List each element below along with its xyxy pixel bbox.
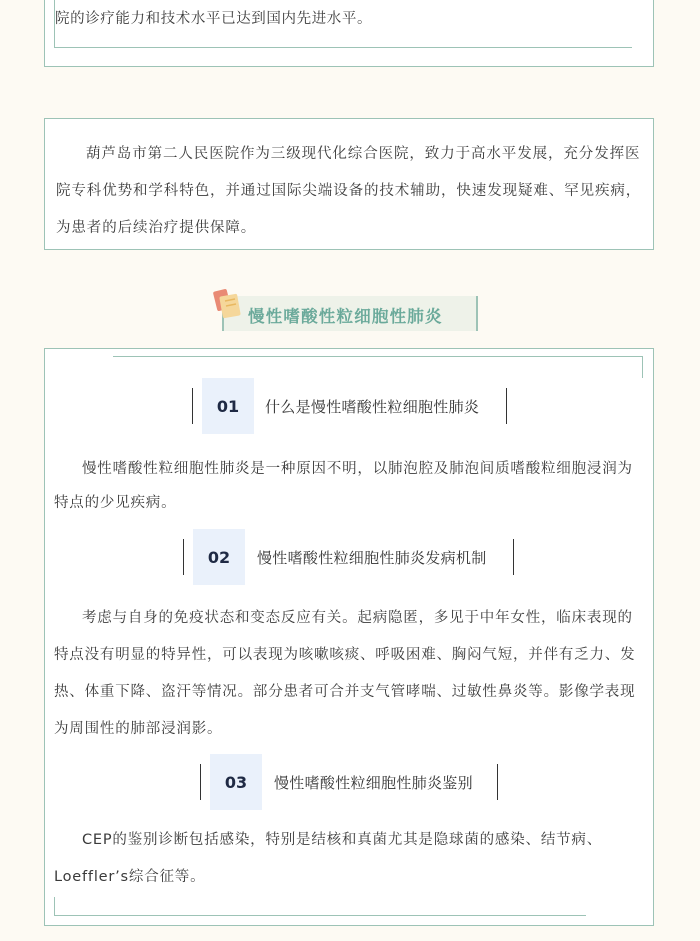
intro-paragraph-text: 葫芦岛市第二人民医院作为三级现代化综合医院，致力于高水平发展，充分发挥医院专科优势和学科特色，并通过国际尖端设备的技术辅助，快速发现疑难、罕见疾病，为患者的后续治疗提供保障。	[56, 146, 642, 236]
section-heading-03	[200, 754, 500, 810]
frame-line	[54, 47, 632, 48]
frame-line	[54, 915, 586, 916]
frame-line	[54, 897, 55, 915]
intro-paragraph-box	[44, 118, 654, 250]
section-heading-02	[183, 529, 516, 585]
heading-bar	[506, 388, 507, 424]
section-number: 01	[202, 378, 254, 434]
heading-bar	[513, 539, 514, 575]
intro-tail-text: 院的诊疗能力和技术水平已达到国内先进水平。	[55, 11, 373, 27]
frame-line	[113, 356, 643, 357]
section-number: 02	[193, 529, 245, 585]
section-body-01	[54, 452, 648, 520]
heading-bar	[183, 539, 184, 575]
heading-bar	[497, 764, 498, 800]
section-body-03	[54, 822, 648, 896]
heading-bar	[200, 764, 201, 800]
section-banner	[222, 296, 478, 331]
section-body-text: 考虑与自身的免疫状态和变态反应有关。起病隐匿，多见于中年女性，临床表现的特点没有明显的特异性，可以表现为咳嗽咳痰、呼吸困难、胸闷气短，并伴有乏力、发热、体重下降、盗汗等情况。部分患者可合并支气管哮喘、过敏性鼻炎等。影像学表现为周围性的肺部浸润影。	[54, 610, 636, 737]
section-heading-01	[192, 378, 508, 434]
section-number: 03	[210, 754, 262, 810]
heading-bar	[192, 388, 193, 424]
notes-icon	[212, 286, 246, 322]
frame-line	[642, 356, 643, 378]
section-body-02	[54, 600, 648, 748]
section-body-text: 慢性嗜酸性粒细胞性肺炎是一种原因不明，以肺泡腔及肺泡间质嗜酸粒细胞浸润为特点的少见疾病。	[54, 461, 633, 511]
section-title: 什么是慢性嗜酸性粒细胞性肺炎	[265, 398, 480, 416]
intro-tail-box	[44, 0, 654, 67]
section-title: 慢性嗜酸性粒细胞性肺炎鉴别	[274, 774, 473, 792]
banner-title: 慢性嗜酸性粒细胞性肺炎	[248, 307, 443, 326]
section-body-text: CEP的鉴别诊断包括感染，特别是结核和真菌尤其是隐球菌的感染、结节病、Loeffler’s综合征等。	[54, 832, 603, 885]
intro-paragraph	[56, 136, 646, 247]
section-title: 慢性嗜酸性粒细胞性肺炎发病机制	[257, 549, 487, 567]
